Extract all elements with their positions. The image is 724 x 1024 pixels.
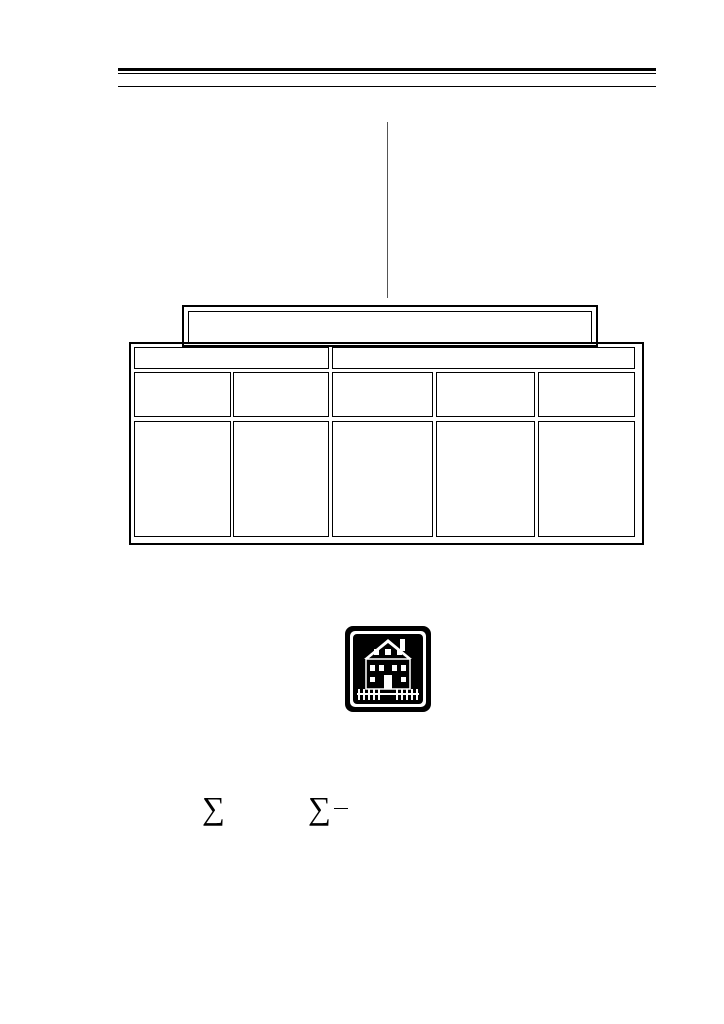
table-title (188, 311, 592, 343)
data-column-5 (538, 421, 635, 537)
house-icon (344, 625, 432, 713)
pencil-border-top (86, 36, 686, 58)
data-column-4 (436, 421, 535, 537)
pencil-border-right (664, 36, 686, 938)
group-header-windows (332, 347, 635, 369)
pencil-border-bottom (86, 916, 686, 938)
data-column-2 (233, 421, 329, 537)
column-divider (387, 122, 388, 298)
data-column-3 (332, 421, 433, 537)
title-block (118, 68, 656, 87)
fraction-bar (334, 808, 348, 809)
col-header-5 (538, 372, 635, 417)
sum2-sigma: ∑ (308, 790, 331, 826)
systems-table (129, 342, 644, 545)
col-header-3 (332, 372, 433, 417)
col-header-2 (233, 372, 329, 417)
pencil-border-left (86, 36, 108, 938)
group-header-dos (134, 347, 329, 369)
col-header-4 (436, 372, 535, 417)
page-title (118, 76, 656, 86)
data-column-1 (134, 421, 231, 537)
table-title-box (182, 305, 598, 347)
sum1-sigma: ∑ (202, 790, 225, 826)
formula (200, 786, 590, 840)
col-header-1 (134, 372, 231, 417)
